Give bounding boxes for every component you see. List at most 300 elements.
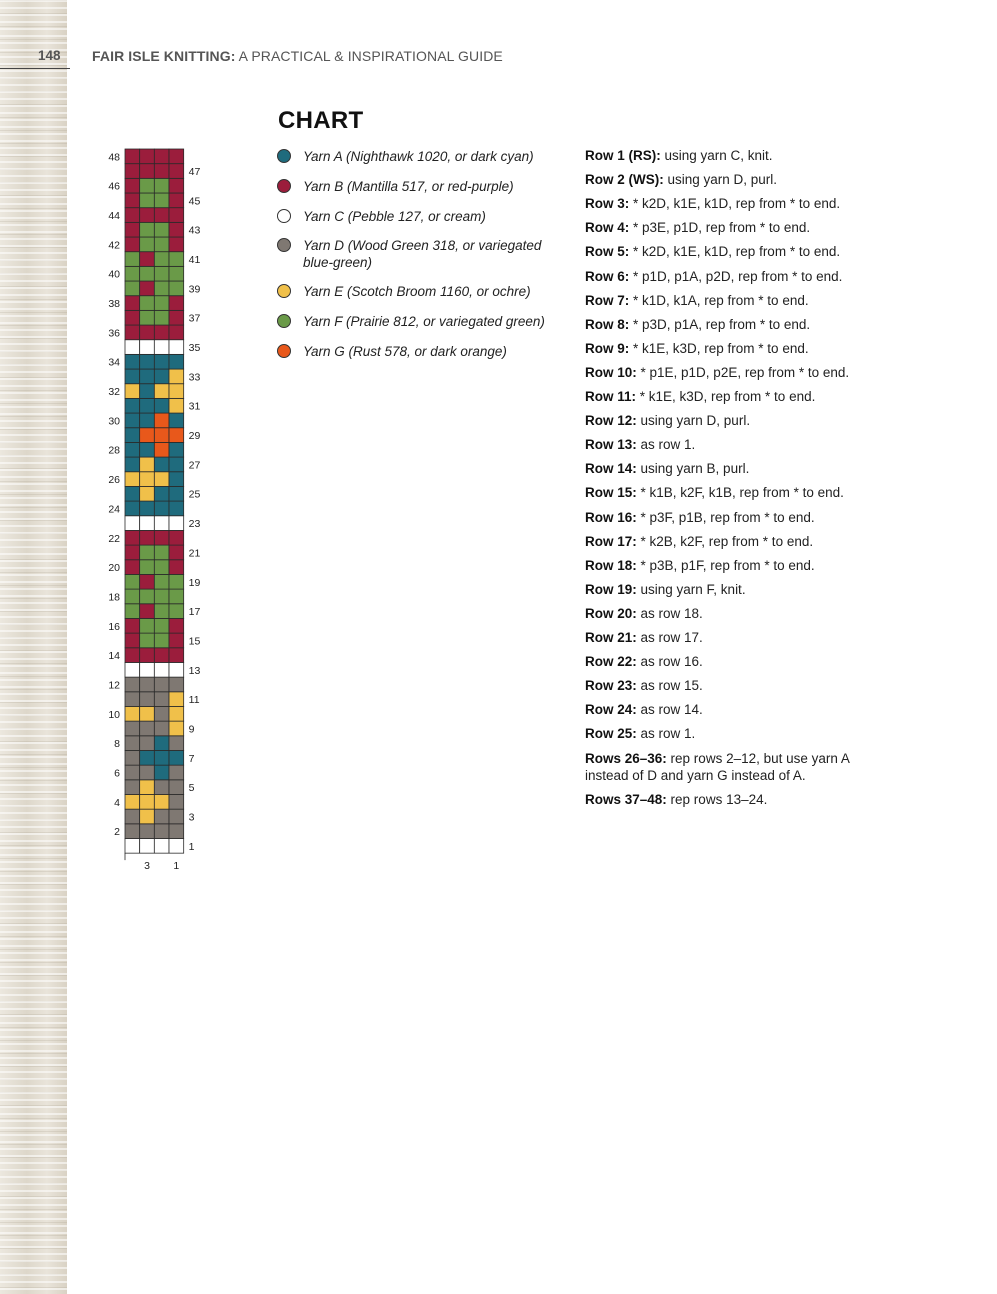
instruction-label: Row 14: [585, 461, 637, 477]
instruction-label: Row 18: [585, 557, 637, 573]
instruction-row [585, 701, 895, 718]
instruction-text: as row 1. [636, 726, 696, 742]
row-number-label: 44 [108, 210, 120, 223]
chart-cell [140, 149, 155, 164]
chart-cell [154, 457, 169, 472]
chart-cell [125, 604, 140, 619]
instruction-label: Row 20: [585, 605, 637, 621]
instruction-text: * p3F, p1B, rep from * to end. [636, 509, 815, 525]
instruction-text: * k1D, k1A, rep from * to end. [629, 292, 809, 308]
row-number-label: 18 [108, 591, 120, 604]
instruction-row [585, 557, 895, 574]
chart-title: CHART [278, 107, 364, 134]
chart-cell [125, 149, 140, 164]
chart-cell [154, 281, 169, 296]
row-number-label: 7 [188, 752, 195, 765]
row-number-label: 2 [114, 826, 120, 839]
row-number-label: 45 [188, 195, 201, 208]
instruction-row [585, 292, 895, 309]
chart-cell [140, 765, 155, 780]
row-number-label: 16 [108, 620, 120, 633]
chart-cell [140, 413, 155, 428]
row-number-label: 28 [108, 444, 120, 457]
chart-cell [140, 780, 155, 795]
chart-cell [169, 149, 184, 164]
row-number-label: 3 [188, 811, 195, 824]
chart-cell [169, 721, 184, 736]
chart-cell [169, 618, 184, 633]
chart-cell [140, 824, 155, 839]
chart-cell [154, 208, 169, 223]
chart-cell [125, 750, 140, 765]
chart-cell [140, 589, 155, 604]
row-number-label: 29 [188, 430, 201, 443]
instruction-text: * p3E, p1D, rep from * to end. [629, 220, 811, 236]
legend-label: Yarn C (Pebble 127, or cream) [303, 209, 486, 224]
instruction-label: Row 17: [585, 533, 637, 549]
chart-cell [140, 442, 155, 457]
instruction-text: using yarn D, purl. [663, 172, 778, 188]
chart-cell [140, 193, 155, 208]
row-number-label: 42 [108, 239, 120, 252]
instruction-text: * k1E, k3D, rep from * to end. [629, 340, 809, 356]
chart-cell [169, 501, 184, 516]
instruction-text: * k2B, k2F, rep from * to end. [636, 533, 814, 549]
row-number-label: 13 [188, 664, 201, 677]
chart-cell [169, 384, 184, 399]
chart-cell [169, 589, 184, 604]
chart-cell [125, 589, 140, 604]
row-number-label: 23 [188, 518, 201, 531]
chart-cell [140, 398, 155, 413]
instruction-row [585, 364, 895, 381]
legend-item [277, 178, 558, 195]
chart-cell [169, 809, 184, 824]
instruction-row [585, 219, 895, 236]
chart-cell [125, 648, 140, 663]
row-number-label: 25 [188, 488, 201, 501]
chart-cell [125, 501, 140, 516]
instruction-row [585, 725, 895, 742]
chart-cell [140, 281, 155, 296]
row-number-label: 20 [108, 562, 120, 575]
instruction-row [585, 750, 895, 784]
legend-item [277, 237, 558, 271]
instruction-row [585, 460, 895, 477]
chart-cell [125, 838, 140, 853]
instruction-row [585, 436, 895, 453]
row-number-label: 6 [114, 767, 120, 780]
instruction-text: rep rows 2–12, but use yarn A instead of D and yarn G instead of A. [585, 750, 850, 783]
chart-cell [125, 618, 140, 633]
chart-cell [169, 369, 184, 384]
chart-cell [169, 413, 184, 428]
instruction-label: Row 1 (RS): [585, 148, 661, 163]
row-number-label: 19 [188, 576, 201, 589]
chart-cell [125, 310, 140, 325]
chart-cell [140, 706, 155, 721]
chart-cell [154, 340, 169, 355]
chart-cell [154, 794, 169, 809]
row-number-label: 40 [108, 268, 120, 281]
legend-label: Yarn A (Nighthawk 1020, or dark cyan) [303, 149, 534, 164]
instruction-text: * p3D, p1A, rep from * to end. [629, 316, 811, 332]
chart-cell [140, 560, 155, 575]
chart-cell [125, 178, 140, 193]
chart-cell [125, 824, 140, 839]
instruction-row [585, 147, 895, 164]
instruction-text: * k2D, k1E, k1D, rep from * to end. [629, 196, 841, 212]
chart-cell [125, 266, 140, 281]
chart-cell [154, 545, 169, 560]
yarn-swatch-icon [277, 179, 291, 193]
chart-cell [140, 340, 155, 355]
chart-cell [125, 340, 140, 355]
running-title-rest: A PRACTICAL & INSPIRATIONAL GUIDE [235, 48, 503, 64]
chart-cell [140, 325, 155, 340]
chart-cell [154, 721, 169, 736]
chart-cell [154, 486, 169, 501]
chart-cell [169, 662, 184, 677]
chart-cell [125, 296, 140, 311]
instruction-text: using yarn B, purl. [636, 461, 750, 477]
row-number-label: 27 [188, 459, 201, 472]
chart-cell [169, 648, 184, 663]
instruction-row [585, 509, 895, 526]
instruction-text: * p1E, p1D, p2E, rep from * to end. [636, 364, 850, 380]
instruction-row [585, 195, 895, 212]
chart-cell [154, 310, 169, 325]
yarn-swatch-icon [277, 314, 291, 328]
chart-cell [154, 838, 169, 853]
chart-cell [125, 472, 140, 487]
chart-cell [125, 413, 140, 428]
instruction-text: using yarn C, knit. [660, 148, 773, 163]
row-number-label: 8 [114, 738, 120, 751]
chart-cell [140, 208, 155, 223]
chart-cell [140, 178, 155, 193]
running-title-bold: FAIR ISLE KNITTING: [92, 48, 236, 64]
chart-cell [140, 310, 155, 325]
chart-cell [140, 750, 155, 765]
chart-cell [169, 252, 184, 267]
chart-cell [125, 662, 140, 677]
chart-cell [169, 794, 184, 809]
instruction-text: * p3B, p1F, rep from * to end. [636, 557, 815, 573]
instruction-text: * p1D, p1A, p2D, rep from * to end. [629, 268, 843, 284]
chart-cell [154, 824, 169, 839]
row-number-label: 48 [108, 151, 120, 164]
chart-cell [154, 442, 169, 457]
chart-cell [140, 501, 155, 516]
row-number-label: 24 [108, 503, 120, 516]
chart-cell [169, 457, 184, 472]
chart-cell [154, 618, 169, 633]
chart-cell [140, 222, 155, 237]
instruction-label: Row 23: [585, 678, 637, 694]
row-number-label: 46 [108, 180, 120, 193]
chart-cell [154, 296, 169, 311]
chart-cell [140, 809, 155, 824]
chart-cell [125, 252, 140, 267]
row-number-label: 12 [108, 679, 120, 692]
yarn-swatch-icon [277, 149, 291, 163]
chart-cell [154, 398, 169, 413]
instruction-text: as row 1. [636, 437, 696, 453]
row-number-label: 21 [188, 547, 201, 560]
row-number-label: 10 [108, 708, 120, 721]
chart-cell [140, 838, 155, 853]
chart-cell [125, 164, 140, 179]
instruction-text: using yarn F, knit. [636, 581, 746, 597]
chart-cell [140, 648, 155, 663]
instruction-label: Row 19: [585, 581, 637, 597]
row-number-label: 37 [188, 312, 201, 325]
chart-cell [169, 164, 184, 179]
chart-cell [154, 149, 169, 164]
instruction-text: rep rows 13–24. [666, 792, 768, 807]
row-number-label: 43 [188, 224, 201, 237]
chart-cell [154, 516, 169, 531]
chart-cell [169, 516, 184, 531]
chart-cell [140, 633, 155, 648]
chart-cell [169, 560, 184, 575]
chart-cell [140, 369, 155, 384]
chart-cell [169, 545, 184, 560]
row-number-label: 38 [108, 298, 120, 311]
instruction-label: Row 10: [585, 364, 637, 380]
chart-cell [154, 750, 169, 765]
page-header [0, 48, 997, 70]
chart-cell [154, 604, 169, 619]
chart-cell [125, 354, 140, 369]
chart-cell [169, 325, 184, 340]
chart-cell [169, 208, 184, 223]
header-rule [0, 68, 70, 69]
chart-cell [154, 530, 169, 545]
row-number-label: 9 [188, 723, 195, 736]
chart-cell [169, 633, 184, 648]
row-number-label: 47 [188, 166, 201, 179]
chart-cell [140, 266, 155, 281]
instruction-label: Row 25: [585, 726, 637, 742]
instruction-text: * k1E, k3D, rep from * to end. [636, 389, 816, 404]
instruction-label: Row 8: [585, 316, 630, 332]
chart-cell [154, 472, 169, 487]
instruction-text: as row 16. [636, 654, 703, 670]
chart-cell [169, 692, 184, 707]
instruction-label: Row 9: [585, 340, 630, 356]
row-number-label: 14 [108, 650, 120, 663]
instruction-row [585, 581, 895, 598]
instruction-label: Row 22: [585, 654, 637, 670]
chart-cell [125, 736, 140, 751]
instruction-label: Row 11: [585, 389, 637, 404]
chart-cell [169, 266, 184, 281]
instruction-label: Rows 37–48: [585, 792, 667, 807]
row-number-label: 22 [108, 532, 120, 545]
chart-cell [140, 574, 155, 589]
chart-cell [140, 677, 155, 692]
instruction-label: Row 5: [585, 244, 630, 260]
row-number-label: 5 [188, 782, 195, 795]
chart-cell [125, 809, 140, 824]
chart-cell [169, 281, 184, 296]
chart-cell [140, 472, 155, 487]
chart-cell [125, 516, 140, 531]
chart-cell [125, 692, 140, 707]
chart-cell [125, 486, 140, 501]
row-number-label: 33 [188, 371, 201, 384]
legend-item [277, 148, 558, 165]
instruction-text: as row 17. [636, 630, 703, 645]
chart-cell [154, 252, 169, 267]
chart-cell [125, 530, 140, 545]
instruction-row [585, 412, 895, 429]
chart-cell [140, 545, 155, 560]
chart-cell [169, 780, 184, 795]
legend-item [277, 343, 558, 360]
chart-cell [154, 178, 169, 193]
instruction-text: as row 14. [636, 702, 703, 718]
instruction-label: Row 2 (WS): [585, 172, 664, 188]
chart-cell [154, 325, 169, 340]
yarn-swatch-icon [277, 209, 291, 223]
chart-cell [154, 780, 169, 795]
chart-cell [169, 706, 184, 721]
row-number-label: 11 [188, 694, 200, 707]
chart-cell [125, 208, 140, 223]
chart-cell [154, 560, 169, 575]
yarn-swatch-icon [277, 284, 291, 298]
chart-cell [125, 369, 140, 384]
chart-cell [125, 706, 140, 721]
chart-cell [140, 530, 155, 545]
chart-cell [169, 178, 184, 193]
instruction-row [585, 605, 895, 622]
chart-cell [140, 384, 155, 399]
yarn-swatch-icon [277, 344, 291, 358]
instruction-text: as row 18. [636, 605, 703, 621]
legend-label: Yarn D (Wood Green 318, or variegated blue-green) [303, 238, 542, 270]
instruction-label: Row 3: [585, 196, 630, 212]
chart-cell [154, 266, 169, 281]
instruction-text: * k2D, k1E, k1D, rep from * to end. [629, 244, 841, 260]
chart-cell [125, 193, 140, 208]
chart-cell [125, 325, 140, 340]
chart-cell [125, 457, 140, 472]
chart-cell [140, 354, 155, 369]
chart-cell [154, 354, 169, 369]
chart-cell [140, 662, 155, 677]
chart-cell [154, 633, 169, 648]
instruction-text: * k1B, k2F, k1B, rep from * to end. [636, 485, 844, 501]
instruction-label: Row 12: [585, 413, 637, 429]
chart-cell [169, 530, 184, 545]
chart-cell [169, 574, 184, 589]
chart-cell [125, 560, 140, 575]
row-number-label: 26 [108, 474, 120, 487]
instruction-label: Row 13: [585, 437, 637, 453]
chart-cell [169, 398, 184, 413]
chart-cell [125, 765, 140, 780]
instruction-label: Row 4: [585, 220, 630, 236]
instruction-row [585, 791, 895, 808]
legend-item [277, 283, 558, 300]
legend-label: Yarn B (Mantilla 517, or red-purple) [303, 179, 514, 194]
instruction-row [585, 533, 895, 550]
chart-cell [169, 222, 184, 237]
chart-cell [154, 193, 169, 208]
chart-cell [169, 750, 184, 765]
instruction-row [585, 340, 895, 357]
instruction-row [585, 677, 895, 694]
instruction-row [585, 171, 895, 188]
chart-cell [125, 794, 140, 809]
chart-cell [125, 574, 140, 589]
chart-cell [169, 193, 184, 208]
chart-cell [154, 501, 169, 516]
instruction-row [585, 243, 895, 260]
instruction-row [585, 388, 895, 405]
chart-cell [154, 736, 169, 751]
chart-cell [125, 384, 140, 399]
chart-cell [154, 662, 169, 677]
chart-cell [154, 574, 169, 589]
chart-cell [154, 648, 169, 663]
chart-cell [169, 736, 184, 751]
instruction-row [585, 484, 895, 501]
row-number-label: 17 [188, 606, 201, 619]
instruction-label: Row 24: [585, 702, 637, 718]
chart-cell [154, 413, 169, 428]
chart-cell [140, 692, 155, 707]
legend-item [277, 313, 558, 330]
row-number-label: 4 [114, 796, 120, 809]
chart-cell [140, 237, 155, 252]
chart-cell [125, 780, 140, 795]
chart-cell [140, 736, 155, 751]
chart-cell [154, 237, 169, 252]
chart-cell [154, 677, 169, 692]
chart-cell [169, 765, 184, 780]
chart-cell [125, 442, 140, 457]
instruction-text: using yarn D, purl. [636, 413, 751, 429]
chart-cell [169, 677, 184, 692]
chart-cell [154, 222, 169, 237]
chart-cell [169, 340, 184, 355]
instruction-label: Row 6: [585, 268, 630, 284]
chart-cell [125, 281, 140, 296]
row-number-label: 41 [188, 254, 201, 267]
instruction-label: Rows 26–36: [585, 750, 667, 766]
legend-item [277, 208, 558, 225]
instruction-label: Row 7: [585, 292, 630, 308]
chart-cell [169, 296, 184, 311]
yarn-swatch-icon [277, 238, 291, 252]
chart-cell [125, 428, 140, 443]
row-number-label: 31 [188, 400, 201, 413]
chart-cell [140, 457, 155, 472]
chart-cell [169, 310, 184, 325]
stitch-number-label: 3 [144, 860, 150, 873]
chart-cell [154, 428, 169, 443]
legend-label: Yarn E (Scotch Broom 1160, or ochre) [303, 284, 531, 299]
instruction-label: Row 16: [585, 509, 637, 525]
chart-cell [169, 472, 184, 487]
chart-cell [125, 633, 140, 648]
instruction-text: as row 15. [636, 678, 703, 694]
